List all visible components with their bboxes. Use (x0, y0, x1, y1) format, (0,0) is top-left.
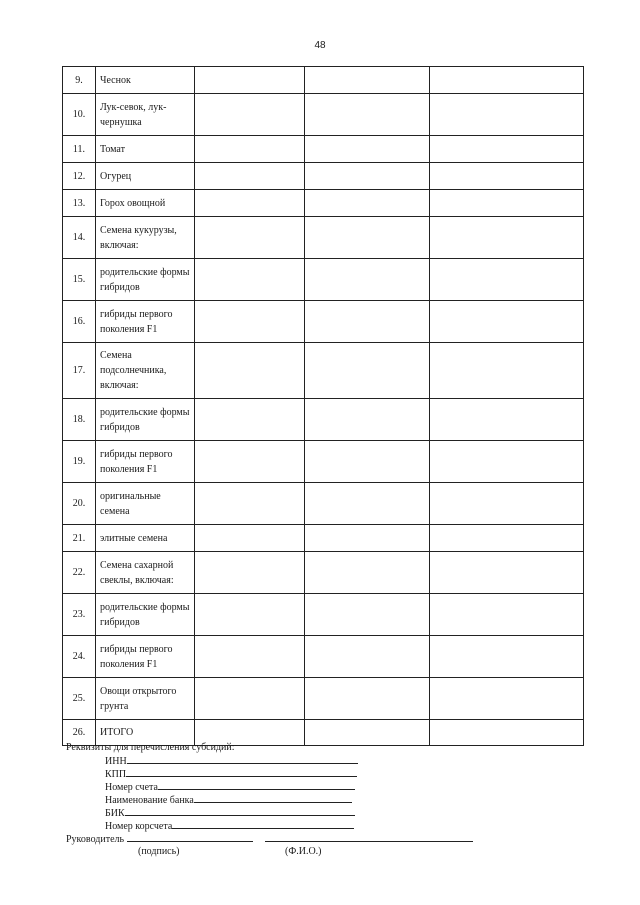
crop-name: гибриды первого поколения F1 (96, 441, 195, 483)
crop-name: Томат (96, 136, 195, 163)
row-number: 23. (63, 594, 96, 636)
empty-value-cell (430, 399, 584, 441)
empty-value-cell (305, 259, 430, 301)
inn-label: ИНН (105, 756, 127, 767)
empty-value-cell (305, 301, 430, 343)
empty-value-cell (430, 636, 584, 678)
crop-name: родительские формы гибридов (96, 259, 195, 301)
empty-value-cell (430, 552, 584, 594)
table-row (63, 594, 584, 636)
row-number: 10. (63, 94, 96, 136)
bank-label: Наименование банка (105, 795, 194, 806)
empty-value-cell (430, 136, 584, 163)
empty-value-cell (430, 217, 584, 259)
empty-value-cell (430, 67, 584, 94)
empty-value-cell (195, 136, 305, 163)
bank-line (194, 793, 352, 803)
account-label: Номер счета (105, 782, 158, 793)
bik-label: БИК (105, 808, 125, 819)
page-number: 48 (314, 40, 326, 51)
corr-account-line (172, 819, 354, 829)
signature-caption: (подпись) (138, 846, 180, 857)
crop-name: Огурец (96, 163, 195, 190)
seed-subsidy-table (62, 66, 584, 746)
row-number: 26. (63, 720, 96, 746)
empty-value-cell (195, 217, 305, 259)
empty-value-cell (430, 525, 584, 552)
table-row (63, 94, 584, 136)
crop-name: Чеснок (96, 67, 195, 94)
row-number: 19. (63, 441, 96, 483)
table-row (63, 259, 584, 301)
row-number: 9. (63, 67, 96, 94)
empty-value-cell (195, 259, 305, 301)
row-number: 17. (63, 343, 96, 399)
inn-field (105, 754, 358, 768)
row-number: 13. (63, 190, 96, 217)
crop-name: Семена сахарной свеклы, включая: (96, 552, 195, 594)
table-row (63, 552, 584, 594)
empty-value-cell (305, 636, 430, 678)
empty-value-cell (195, 594, 305, 636)
empty-value-cell (195, 636, 305, 678)
empty-value-cell (430, 301, 584, 343)
requisites-heading: Реквизиты для перечисления субсидий: (66, 742, 235, 753)
empty-value-cell (305, 720, 430, 746)
empty-value-cell (305, 343, 430, 399)
empty-value-cell (195, 525, 305, 552)
empty-value-cell (195, 301, 305, 343)
empty-value-cell (430, 594, 584, 636)
empty-value-cell (195, 678, 305, 720)
crop-name: Лук-севок, лук-чернушка (96, 94, 195, 136)
bik-field (105, 806, 355, 820)
empty-value-cell (305, 217, 430, 259)
corr-account-field (105, 819, 354, 833)
empty-value-cell (195, 552, 305, 594)
table-row (63, 163, 584, 190)
empty-value-cell (195, 343, 305, 399)
crop-name: Горох овощной (96, 190, 195, 217)
table-row (63, 483, 584, 525)
empty-value-cell (430, 720, 584, 746)
empty-value-cell (430, 259, 584, 301)
empty-value-cell (195, 483, 305, 525)
empty-value-cell (430, 678, 584, 720)
kpp-field (105, 767, 357, 781)
crop-name: Семена подсолнечника, включая: (96, 343, 195, 399)
empty-value-cell (305, 94, 430, 136)
empty-value-cell (430, 483, 584, 525)
inn-line (127, 754, 358, 764)
row-number: 21. (63, 525, 96, 552)
account-field (105, 780, 355, 794)
table-row (63, 636, 584, 678)
table-row (63, 525, 584, 552)
table-row (63, 301, 584, 343)
empty-value-cell (195, 163, 305, 190)
empty-value-cell (430, 441, 584, 483)
table-row (63, 190, 584, 217)
empty-value-cell (430, 343, 584, 399)
table-row (63, 67, 584, 94)
empty-value-cell (305, 552, 430, 594)
empty-value-cell (195, 441, 305, 483)
row-number: 16. (63, 301, 96, 343)
empty-value-cell (305, 525, 430, 552)
crop-name: оригинальные семена (96, 483, 195, 525)
crop-name: родительские формы гибридов (96, 594, 195, 636)
crop-name: Семена кукурузы, включая: (96, 217, 195, 259)
row-number: 25. (63, 678, 96, 720)
row-number: 11. (63, 136, 96, 163)
empty-value-cell (305, 594, 430, 636)
crop-name: элитные семена (96, 525, 195, 552)
empty-value-cell (195, 94, 305, 136)
row-number: 24. (63, 636, 96, 678)
full-name-caption: (Ф.И.О.) (285, 846, 322, 857)
row-number: 14. (63, 217, 96, 259)
kpp-label: КПП (105, 769, 127, 780)
table-row (63, 678, 584, 720)
crop-name: Овощи открытого грунта (96, 678, 195, 720)
row-number: 18. (63, 399, 96, 441)
corr-account-label: Номер корсчета (105, 821, 173, 832)
head-label: Руководитель (66, 834, 125, 845)
row-number: 22. (63, 552, 96, 594)
empty-value-cell (195, 190, 305, 217)
empty-value-cell (195, 67, 305, 94)
crop-name: гибриды первого поколения F1 (96, 301, 195, 343)
empty-value-cell (305, 136, 430, 163)
empty-value-cell (305, 483, 430, 525)
empty-value-cell (430, 190, 584, 217)
table-row (63, 399, 584, 441)
bank-field (105, 793, 352, 807)
empty-value-cell (305, 163, 430, 190)
full-name-line (265, 832, 473, 842)
empty-value-cell (430, 163, 584, 190)
table-row (63, 343, 584, 399)
empty-value-cell (305, 399, 430, 441)
account-line (158, 780, 355, 790)
crop-name: родительские формы гибридов (96, 399, 195, 441)
table-row (63, 441, 584, 483)
empty-value-cell (430, 94, 584, 136)
row-number: 12. (63, 163, 96, 190)
crop-name: ИТОГО (96, 720, 195, 746)
row-number: 20. (63, 483, 96, 525)
empty-value-cell (305, 67, 430, 94)
head-field (66, 832, 473, 846)
kpp-line (126, 767, 357, 777)
row-number: 15. (63, 259, 96, 301)
empty-value-cell (305, 441, 430, 483)
bik-line (125, 806, 355, 816)
signature-line (127, 832, 253, 842)
table-row (63, 136, 584, 163)
empty-value-cell (305, 190, 430, 217)
empty-value-cell (195, 399, 305, 441)
table-row (63, 217, 584, 259)
empty-value-cell (305, 678, 430, 720)
crop-name: гибриды первого поколения F1 (96, 636, 195, 678)
